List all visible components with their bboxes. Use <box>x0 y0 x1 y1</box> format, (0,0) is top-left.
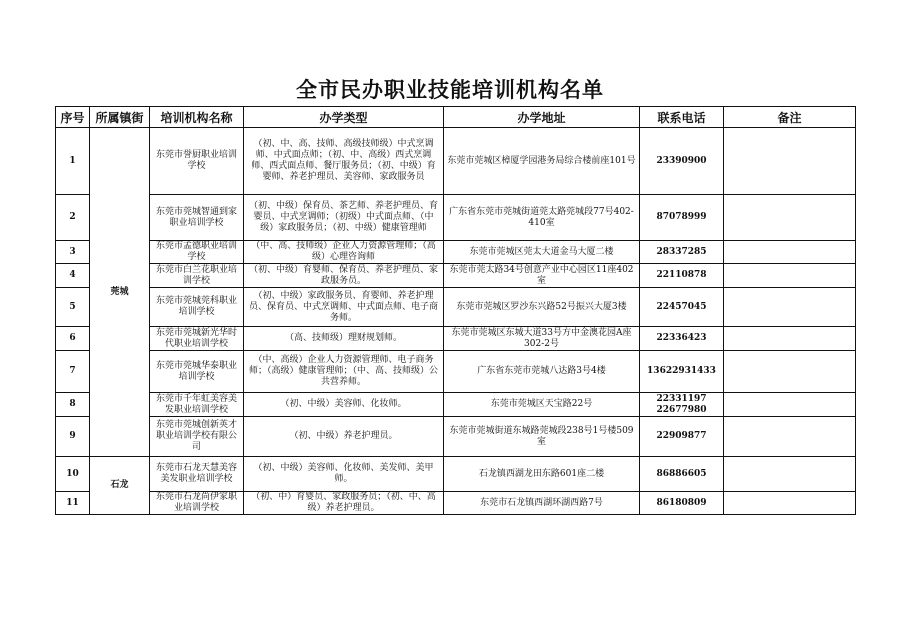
note-cell <box>724 417 856 457</box>
table-row <box>56 288 856 327</box>
training-types: （初、中级）养老护理员。 <box>244 417 444 457</box>
row-number: 4 <box>56 264 90 288</box>
training-types: （初、中、高、技师、高级技师级）中式烹调师、中式面点师；（初、中、高级）西式烹调师、西式面点师、餐厅服务员；（初、中级）育婴师、养老护理员、美容师、家政服务员 <box>244 128 444 195</box>
col-header-no: 序号 <box>56 107 90 128</box>
institution-name: 东莞市莞城创新英才职业培训学校有限公司 <box>150 417 244 457</box>
note-cell <box>724 241 856 264</box>
note-cell <box>724 351 856 393</box>
header-row <box>56 107 856 128</box>
institution-name: 东莞市莞城智通到家职业培训学校 <box>150 195 244 241</box>
col-header-name: 培训机构名称 <box>150 107 244 128</box>
institution-table <box>55 106 856 515</box>
phone-number: 22331197 <box>656 393 707 404</box>
table-row <box>56 327 856 351</box>
institution-address: 东莞市莞城街道东城路莞城段238号1号楼509室 <box>444 417 640 457</box>
phone-cell <box>640 264 724 288</box>
table-row <box>56 393 856 417</box>
note-cell <box>724 195 856 241</box>
institution-address: 石龙镇西湖龙田东路601座二楼 <box>444 457 640 492</box>
phone-number: 23390900 <box>656 155 707 166</box>
phone-number: 86180809 <box>656 497 707 508</box>
note-cell <box>724 457 856 492</box>
phone-cell <box>640 195 724 241</box>
phone-cell <box>640 457 724 492</box>
col-header-town: 所属镇街 <box>90 107 150 128</box>
institution-name: 东莞市石龙尚伊家职业培训学校 <box>150 492 244 515</box>
phone-cell <box>640 351 724 393</box>
table-row <box>56 241 856 264</box>
institution-address: 广东省东莞市莞城街道莞太路莞城段77号402-410室 <box>444 195 640 241</box>
training-types: （中、高级）企业人力资源管理师、电子商务师；（高级）健康管理师；（中、高、技师级）公共营养师。 <box>244 351 444 393</box>
note-cell <box>724 327 856 351</box>
note-cell <box>724 492 856 515</box>
col-header-address: 办学地址 <box>444 107 640 128</box>
institution-name: 东莞市莞城新光华时代职业培训学校 <box>150 327 244 351</box>
row-number: 7 <box>56 351 90 393</box>
table-row <box>56 195 856 241</box>
col-header-phone: 联系电话 <box>640 107 724 128</box>
phone-cell <box>640 241 724 264</box>
phone-number: 22909877 <box>656 431 707 441</box>
table-row <box>56 417 856 457</box>
note-cell <box>724 264 856 288</box>
row-number: 3 <box>56 241 90 264</box>
table-row <box>56 492 856 515</box>
phone-cell <box>640 327 724 351</box>
institution-name: 东莞市莞城莞科职业培训学校 <box>150 288 244 327</box>
training-types: （初、中级）美容师、化妆师。 <box>244 393 444 417</box>
col-header-note: 备注 <box>724 107 856 128</box>
phone-number: 28337285 <box>656 246 707 257</box>
phone-number: 13622931433 <box>647 366 716 376</box>
phone-cell <box>640 128 724 195</box>
row-number: 11 <box>56 492 90 515</box>
table-row <box>56 128 856 195</box>
table-row <box>56 351 856 393</box>
institution-address: 东莞市莞城区天宝路22号 <box>444 393 640 417</box>
phone-number: 22110878 <box>656 270 707 280</box>
training-types: （初、中级）美容师、化妆师、美发师、美甲师。 <box>244 457 444 492</box>
institution-name: 东莞市誉厨职业培训学校 <box>150 128 244 195</box>
training-types: （中、高、技师级）企业人力资源管理师；（高级）心理咨询师 <box>244 241 444 264</box>
institution-address: 东莞市莞城区樟厦学园港务局综合楼前座101号 <box>444 128 640 195</box>
training-types: （初、中级）育婴师、保育员、养老护理员、家政服务员。 <box>244 264 444 288</box>
phone-cell <box>640 417 724 457</box>
phone-number: 87078999 <box>656 212 707 222</box>
row-number: 10 <box>56 457 90 492</box>
institution-address: 东莞市莞城区东城大道33号方中金澳花园A座302-2号 <box>444 327 640 351</box>
note-cell <box>724 288 856 327</box>
phone-number: 22457045 <box>656 301 707 312</box>
institution-name: 东莞市千年虹美容美发职业培训学校 <box>150 393 244 417</box>
row-number: 9 <box>56 417 90 457</box>
institution-name: 东莞市莞城华泰职业培训学校 <box>150 351 244 393</box>
training-types: （初、中）育婴员、家政服务员；（初、中、高级）养老护理员。 <box>244 492 444 515</box>
institution-address: 东莞市莞太路34号创意产业中心园区11座402室 <box>444 264 640 288</box>
town-cell: 莞城 <box>90 128 150 457</box>
row-number: 1 <box>56 128 90 195</box>
row-number: 2 <box>56 195 90 241</box>
phone-number: 86886605 <box>656 468 707 479</box>
table-row <box>56 457 856 492</box>
row-number: 8 <box>56 393 90 417</box>
phone-number: 22336423 <box>656 333 707 343</box>
phone-number: 22677980 <box>656 404 707 415</box>
institution-name: 东莞市白兰花职业培训学校 <box>150 264 244 288</box>
note-cell <box>724 128 856 195</box>
page-title: 全市民办职业技能培训机构名单 <box>296 78 604 102</box>
row-number: 5 <box>56 288 90 327</box>
town-cell: 石龙 <box>90 457 150 515</box>
institution-address: 东莞市莞城区莞太大道金马大厦二楼 <box>444 241 640 264</box>
institution-address: 广东省东莞市莞城八达路3号4楼 <box>444 351 640 393</box>
phone-cell <box>640 492 724 515</box>
training-types: （初、中级）保育员、茶艺师、养老护理员、育婴员、中式烹调师；（初级）中式面点师、（中级）家政服务员；（初、中级）健康管理师 <box>244 195 444 241</box>
institution-address: 东莞市石龙镇西湖环湖西路7号 <box>444 492 640 515</box>
training-types: （高、技师级）理财规划师。 <box>244 327 444 351</box>
institution-name: 东莞市孟德职业培训学校 <box>150 241 244 264</box>
note-cell <box>724 393 856 417</box>
phone-cell <box>640 288 724 327</box>
institution-address: 东莞市莞城区罗沙东兴路52号振兴大厦3楼 <box>444 288 640 327</box>
institution-name: 东莞市石龙天慧美容美发职业培训学校 <box>150 457 244 492</box>
col-header-type: 办学类型 <box>244 107 444 128</box>
table-row <box>56 264 856 288</box>
training-types: （初、中级）家政服务员、育婴师、养老护理员、保育员、中式烹调师、中式面点师、电子商务师。 <box>244 288 444 327</box>
phone-cell <box>640 393 724 417</box>
row-number: 6 <box>56 327 90 351</box>
